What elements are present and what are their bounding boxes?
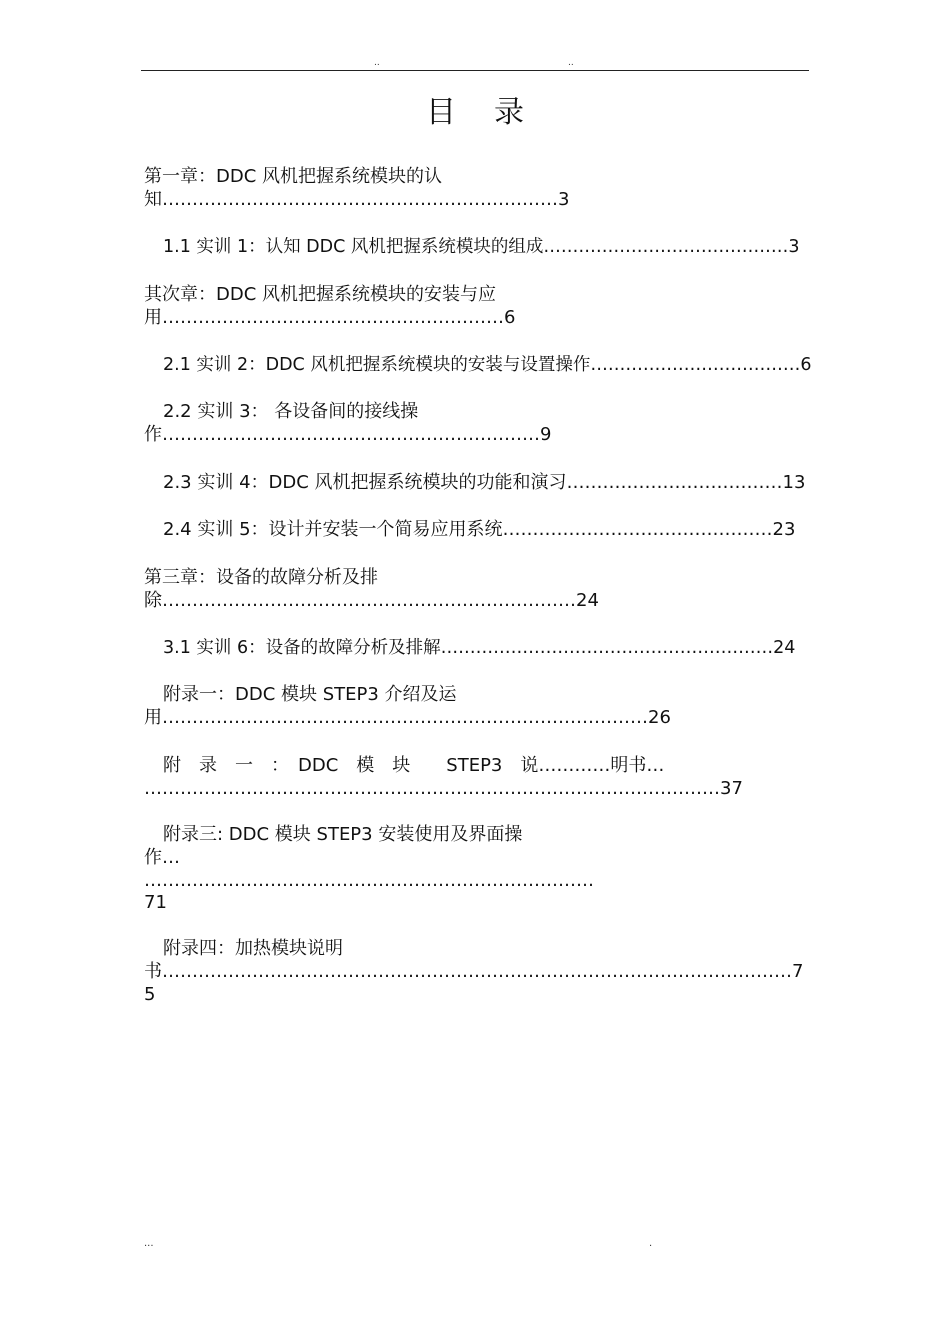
toc-appendix-4-cont: 书……………………………………………………………………………………………7 <box>144 961 804 982</box>
toc-chapter-3-cont: 除……………………………………………………………24 <box>144 590 599 611</box>
toc-chapter-3: 第三章：设备的故障分析及排 <box>144 567 378 588</box>
toc-section-2-2: 2.2 实训 3： 各设备间的接线操 <box>163 401 419 422</box>
toc-section-2-3: 2.3 实训 4：DDC 风机把握系统模块的功能和演习………………………………13 <box>163 472 806 493</box>
toc-appendix-3-page: 71 <box>144 892 167 913</box>
toc-appendix-3: 附录三: DDC 模块 STEP3 安装使用及界面操 <box>163 824 523 845</box>
toc-appendix-2-cont: ……………………………………………………………………………………37 <box>144 778 743 799</box>
toc-appendix-3-cont: 作… <box>144 847 180 868</box>
toc-appendix-1-cont: 用………………………………………………………………………26 <box>144 707 671 728</box>
footer-mark-left: ... <box>144 1238 154 1249</box>
toc-chapter-1-cont: 知…………………………………………………………3 <box>144 189 570 210</box>
toc-appendix-4: 附录四：加热模块说明 <box>163 938 343 959</box>
page-title: 目录 <box>426 95 562 130</box>
toc-appendix-1: 附录一：DDC 模块 STEP3 介绍及运 <box>163 684 457 705</box>
toc-chapter-1: 第一章：DDC 风机把握系统模块的认 <box>144 166 443 187</box>
toc-appendix-2: 附 录 一 ： DDC 模 块 STEP3 说…………明书… <box>163 755 665 776</box>
toc-section-3-1: 3.1 实训 6：设备的故障分析及排解…………………………………………………24 <box>163 638 796 658</box>
header-mark-right: .. <box>568 58 574 68</box>
header-rule <box>141 70 809 71</box>
toc-section-2-1: 2.1 实训 2：DDC 风机把握系统模块的安装与设置操作………………………………6 <box>163 355 812 375</box>
toc-section-2-2-cont: 作………………………………………………………9 <box>144 424 552 445</box>
toc-appendix-3-leader: ………………………………………………………………… <box>144 870 594 891</box>
header-mark-left: .. <box>374 58 380 68</box>
toc-appendix-4-page: 5 <box>144 984 156 1005</box>
toc-chapter-2: 其次章：DDC 风机把握系统模块的安装与应 <box>144 284 497 305</box>
toc-section-2-4: 2.4 实训 5：设计并安装一个简易应用系统………………………………………23 <box>163 519 796 540</box>
footer-mark-right: . <box>649 1238 653 1249</box>
toc-chapter-2-cont: 用…………………………………………………6 <box>144 307 516 328</box>
toc-section-1-1: 1.1 实训 1：认知 DDC 风机把握系统模块的组成……………………………………3 <box>163 237 800 257</box>
